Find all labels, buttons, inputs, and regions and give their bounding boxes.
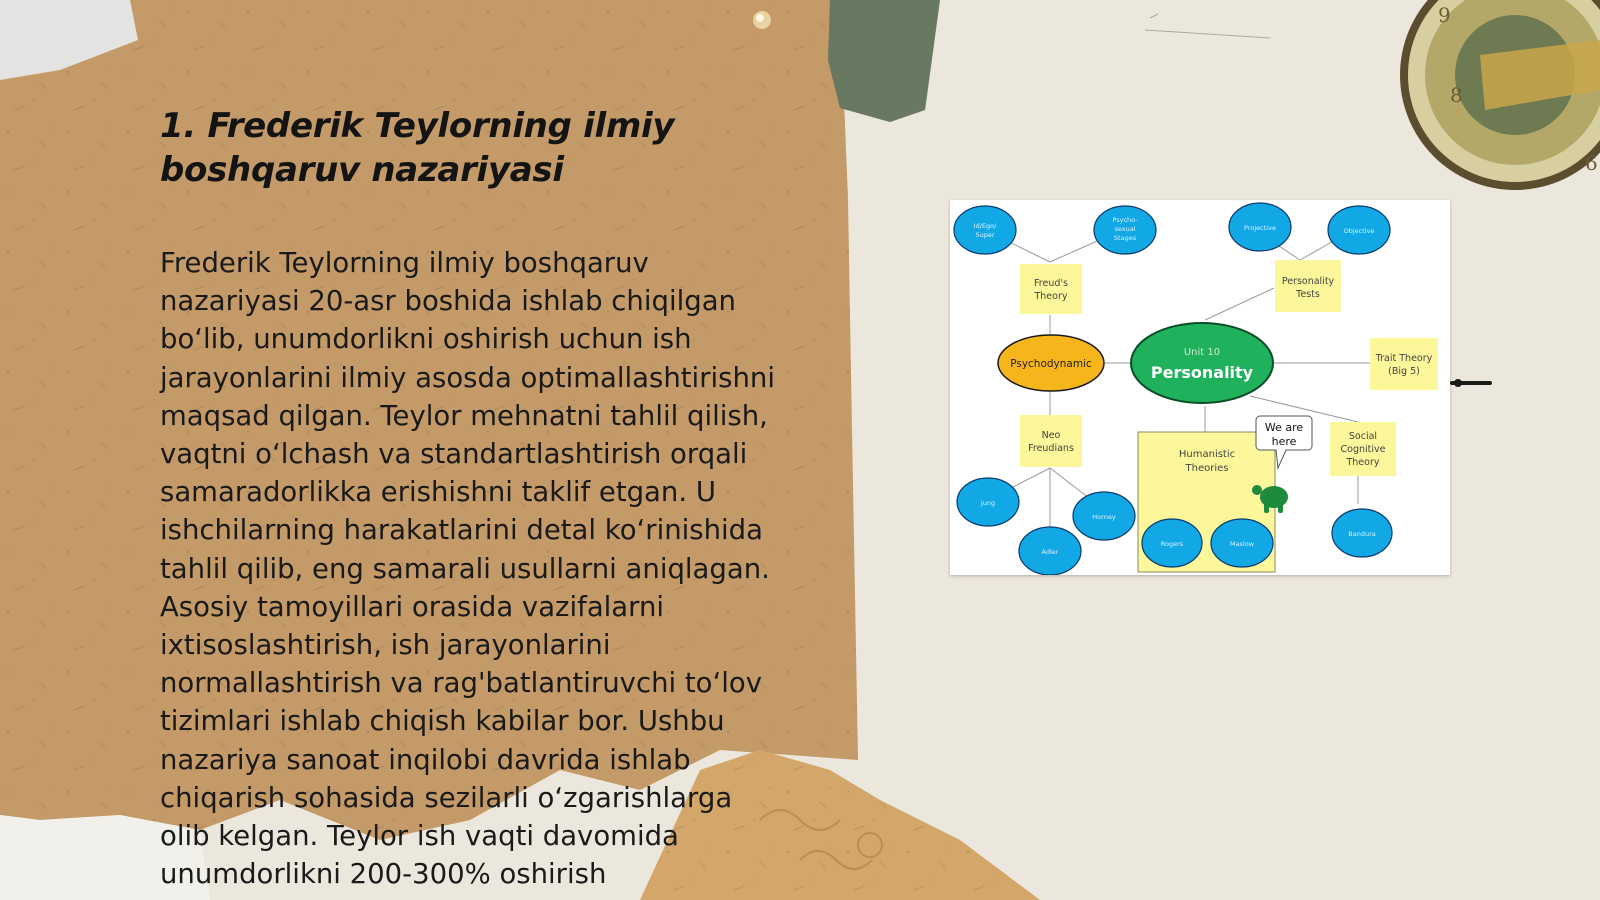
freud-label-1: Freud's — [1034, 278, 1068, 289]
paragraph-line: tahlil qilib, eng samarali usullarni aniqlagan. — [160, 552, 770, 585]
social-label-3: Theory — [1346, 457, 1380, 468]
svg-text:8: 8 — [1450, 83, 1463, 107]
circle-text: Horney — [1092, 513, 1116, 521]
paragraph-line: olib kelgan. Teylor ish vaqti davomida — [160, 820, 679, 853]
circle-text: Maslow — [1229, 540, 1255, 548]
circle-text: Super — [975, 231, 995, 239]
circle-text: Psycho- — [1112, 216, 1138, 224]
paragraph-line: jarayonlarini ilmiy asosda optimallashtirishni — [160, 361, 775, 394]
trait-label-1: Trait Theory — [1375, 353, 1433, 364]
center-label-1: Unit 10 — [1183, 347, 1221, 358]
neo-label-2: Freudians — [1028, 443, 1074, 454]
freud-theory-node — [1020, 264, 1082, 314]
circle-text: Stages — [1113, 234, 1137, 242]
humanistic-label-2: Theories — [1185, 463, 1229, 474]
mind-map-svg — [950, 200, 1450, 575]
slide-title: 1. Frederik Teylorning ilmiy boshqaruv nazariyasi — [160, 106, 675, 190]
circle-id-ego — [954, 206, 1016, 254]
circle-text: Adler — [1041, 548, 1059, 556]
center-label-2: Personality — [1150, 363, 1254, 382]
tests-label-2: Tests — [1296, 289, 1320, 300]
callout-line-2: here — [1271, 435, 1297, 448]
paragraph-line: Frederik Teylorning ilmiy boshqaruv — [160, 247, 649, 279]
social-label-2: Cognitive — [1340, 444, 1386, 455]
tests-label-1: Personality — [1281, 276, 1335, 287]
circle-text: Jung — [980, 499, 996, 507]
circle-text: Id/Ego/ — [973, 222, 997, 230]
neo-freudians-node — [1020, 415, 1082, 467]
callout-line-1: We are — [1264, 421, 1304, 434]
paragraph-line: ixtisoslashtirish, ish jarayonlarini — [160, 629, 611, 662]
trait-theory-node — [1370, 338, 1438, 390]
circle-text: Projective — [1244, 224, 1276, 232]
paragraph-line: ishchilarning harakatlarini detal ko‘rinishida — [160, 514, 763, 547]
circle-text: Objective — [1343, 227, 1375, 235]
paragraph-line: maqsad qilgan. Teylor mehnatni tahlil qilish, — [160, 399, 768, 432]
humanistic-label-1: Humanistic — [1178, 449, 1236, 460]
paragraph-line: bo‘lib, unumdorlikni oshirish uchun ish — [160, 323, 692, 356]
neo-label-1: Neo — [1041, 430, 1061, 441]
trait-label-2: (Big 5) — [1388, 366, 1420, 377]
personality-mind-map — [950, 200, 1450, 575]
paragraph-line: nazariya sanoat inqilobi davrida ishlab — [160, 743, 691, 776]
paragraph-line: normallashtirish va rag'batlantiruvchi to‘lov — [160, 667, 762, 700]
circle-text: Rogers — [1160, 540, 1184, 548]
social-label-1: Social — [1348, 431, 1378, 442]
paragraph-line: chiqarish sohasida sezilarli o‘zgarishlarga — [160, 781, 733, 814]
slide-paragraph — [160, 244, 850, 893]
circle-text: Bandura — [1348, 530, 1376, 538]
circle-text: sexual — [1114, 225, 1136, 233]
psychodynamic-label: Psychodynamic — [1010, 358, 1092, 370]
paragraph-line: tizimlari ishlab chiqish kabilar bor. Ushbu — [160, 705, 725, 738]
paragraph-line: vaqtni o‘lchash va standartlashtirish orqali — [160, 438, 748, 471]
paragraph-line: Asosiy tamoyillari orasida vazifalarni — [160, 590, 665, 623]
svg-text:9: 9 — [1438, 3, 1451, 27]
paragraph-line: unumdorlikni 200-300% oshirish — [160, 858, 607, 891]
svg-text:6: 6 — [1585, 151, 1598, 175]
freud-label-2: Theory — [1034, 291, 1068, 302]
paragraph-line: nazariyasi 20-asr boshida ishlab chiqilgan — [160, 285, 736, 318]
paragraph-line: samaradorlikka erishishni taklif etgan. U — [160, 476, 716, 509]
